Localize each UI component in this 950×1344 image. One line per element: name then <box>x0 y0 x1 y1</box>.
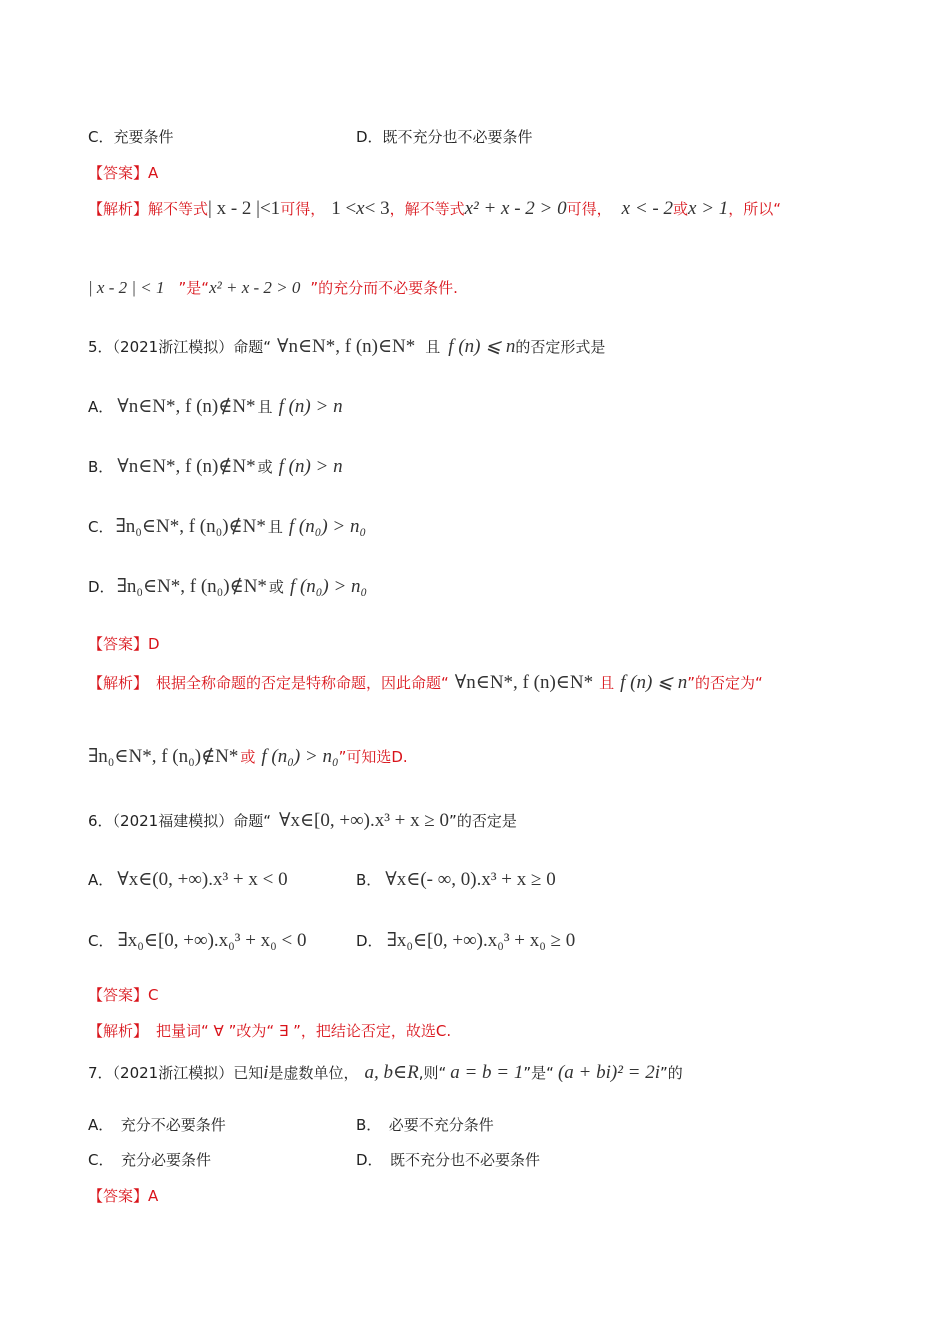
q7-stem-math4: (a + bi)² = 2i <box>557 1062 660 1083</box>
q4-exp-math2a: 1 < <box>331 198 357 219</box>
q7-answer: 【答案】A <box>88 1187 159 1205</box>
q5-stem-math1: ∀n∈N*, f (n)∈N* <box>277 336 416 357</box>
q5-exp-text2: 且 <box>599 674 615 692</box>
q6-c-label: C． <box>88 932 114 950</box>
q5-stem-text3: 的否定形式是 <box>515 338 606 356</box>
q7-stem <box>88 1063 683 1083</box>
q4-explanation-line1 <box>88 199 781 219</box>
q4-exp-math5: | x - 2 | < 1 <box>88 278 165 297</box>
q4-explanation-line2 <box>88 278 458 298</box>
q4-exp-text7: ”是“ <box>178 279 210 297</box>
q6-a-math: ∀x∈(0, +∞).x³ + x < 0 <box>117 869 288 890</box>
q6-d-math: ∃x₀∈[0, +∞).x₀³ + x₀ ≥ 0 <box>386 930 576 951</box>
q4-answer: 【答案】A <box>88 164 159 182</box>
q7-stem-math3: a = b = 1 <box>450 1062 524 1083</box>
q4-option-d: D．既不充分也不必要条件 <box>356 128 533 146</box>
q7-stem-text2: 是虚数单位， <box>268 1064 359 1082</box>
q6-explanation-tag: 【解析】 <box>88 1022 149 1040</box>
q5-b-math1: ∀n∈N*, f (n)∉N* <box>117 456 256 477</box>
q6-option-d <box>356 931 575 951</box>
q5-a-label: A． <box>88 398 114 416</box>
q5-option-a <box>88 397 343 417</box>
q5-stem-text2: 且 <box>425 338 441 356</box>
q5-explanation-line1 <box>88 673 763 693</box>
q7-stem-math1: i <box>263 1062 269 1083</box>
q7-stem-text5: ”的 <box>660 1064 683 1082</box>
q6-answer: 【答案】C <box>88 986 159 1004</box>
q5-option-d <box>88 577 367 597</box>
q5-explanation-tag: 【解析】 <box>88 674 149 692</box>
q6-stem-text1: 6．（2021福建模拟）命题“ <box>88 812 271 830</box>
q4-exp-text2: 可得， <box>280 200 326 218</box>
q6-option-b <box>356 870 556 890</box>
q7-stem-text4: ”是“ <box>523 1064 554 1082</box>
q5-d-text: 或 <box>268 578 284 596</box>
q5-c-math1: ∃n₀∈N*, f (n₀)∉N* <box>115 516 266 537</box>
q6-stem <box>88 811 517 831</box>
q5-c-label: C． <box>88 518 114 536</box>
q5-exp-text1: 根据全称命题的否定是特称命题，因此命题“ <box>156 674 449 692</box>
q6-b-label: B． <box>356 871 382 889</box>
q5-d-math1: ∃n₀∈N*, f (n₀)∉N* <box>116 576 267 597</box>
q5-b-text: 或 <box>257 458 273 476</box>
q5-answer: 【答案】D <box>88 635 160 653</box>
q6-d-label: D． <box>356 932 383 950</box>
q7-option-b: B． 必要不充分条件 <box>356 1116 494 1134</box>
q5-exp-math1: ∀n∈N*, f (n)∈N* <box>454 672 594 693</box>
q4-exp-text8: ”的充分而不必要条件. <box>310 279 458 297</box>
q5-c-text: 且 <box>267 518 283 536</box>
q4-explanation-tag: 【解析】 <box>88 200 149 218</box>
q7-option-a: A． 充分不必要条件 <box>88 1116 226 1134</box>
q4-exp-text6: ，所以“ <box>728 200 782 218</box>
q4-exp-math3: x² + x - 2 > 0 <box>464 198 567 219</box>
q5-b-label: B． <box>88 458 114 476</box>
q4-exp-math2c: < 3 <box>364 198 390 219</box>
q5-stem-text1: 5．（2021浙江模拟）命题“ <box>88 338 271 356</box>
q4-exp-math4a: x < - 2 <box>621 198 673 219</box>
q4-exp-text5: 或 <box>673 200 689 218</box>
q6-stem-math: ∀x∈[0, +∞).x³ + x ≥ 0 <box>279 810 450 831</box>
q4-exp-math4b: x > 1 <box>688 198 729 219</box>
q4-exp-text1: 解不等式 <box>148 200 209 218</box>
q5-exp-math4: f (n₀) > n₀ <box>261 746 339 767</box>
q4-exp-math2b: x <box>356 198 365 219</box>
q4-exp-math6: x² + x - 2 > 0 <box>209 278 301 297</box>
q6-explanation <box>88 1021 451 1041</box>
q5-exp-math3: ∃n₀∈N*, f (n₀)∉N* <box>88 746 239 767</box>
q5-exp-math2: f (n) ⩽ n <box>620 672 688 693</box>
q4-exp-text4: 可得， <box>566 200 612 218</box>
q5-a-text: 且 <box>257 398 273 416</box>
q7-option-d: D． 既不充分也不必要条件 <box>356 1151 541 1169</box>
q4-exp-math1: | x - 2 |<1 <box>208 198 281 219</box>
q5-d-math2: f (n₀) > n₀ <box>289 576 368 597</box>
q6-option-a <box>88 870 288 890</box>
q5-exp-text5: ”可知选D. <box>338 748 408 766</box>
q7-stem-math2: a, b∈R <box>364 1062 419 1083</box>
q6-b-math: ∀x∈(- ∞, 0).x³ + x ≥ 0 <box>385 869 556 890</box>
q5-a-math1: ∀n∈N*, f (n)∉N* <box>117 396 256 417</box>
q6-a-label: A． <box>88 871 114 889</box>
q5-option-b <box>88 457 343 477</box>
q6-c-math: ∃x₀∈[0, +∞).x₀³ + x₀ < 0 <box>117 930 307 951</box>
q5-exp-text4: 或 <box>240 748 256 766</box>
q5-stem-math2: f (n) ⩽ n <box>448 336 516 357</box>
q5-d-label: D． <box>88 578 115 596</box>
q7-option-c: C． 充分必要条件 <box>88 1151 211 1169</box>
q5-a-math2: f (n) > n <box>278 396 343 417</box>
q5-explanation-line2 <box>88 747 408 767</box>
q6-option-c <box>88 931 307 951</box>
q5-option-c <box>88 517 366 537</box>
q5-c-math2: f (n₀) > n₀ <box>288 516 367 537</box>
q5-stem <box>88 337 605 357</box>
q5-b-math2: f (n) > n <box>278 456 343 477</box>
q5-exp-text3: ”的否定为“ <box>687 674 763 692</box>
q7-stem-text3: ,则“ <box>418 1064 447 1082</box>
q4-exp-text3: ，解不等式 <box>389 200 465 218</box>
q7-stem-text1: 7．（2021浙江模拟）已知 <box>88 1064 264 1082</box>
q6-exp-text: 把量词“ ∀ ”改为“ ∃ ”，把结论否定，故选C. <box>156 1022 452 1040</box>
q4-option-c: C．充要条件 <box>88 128 174 146</box>
q6-stem-text2: ”的否定是 <box>449 812 517 830</box>
